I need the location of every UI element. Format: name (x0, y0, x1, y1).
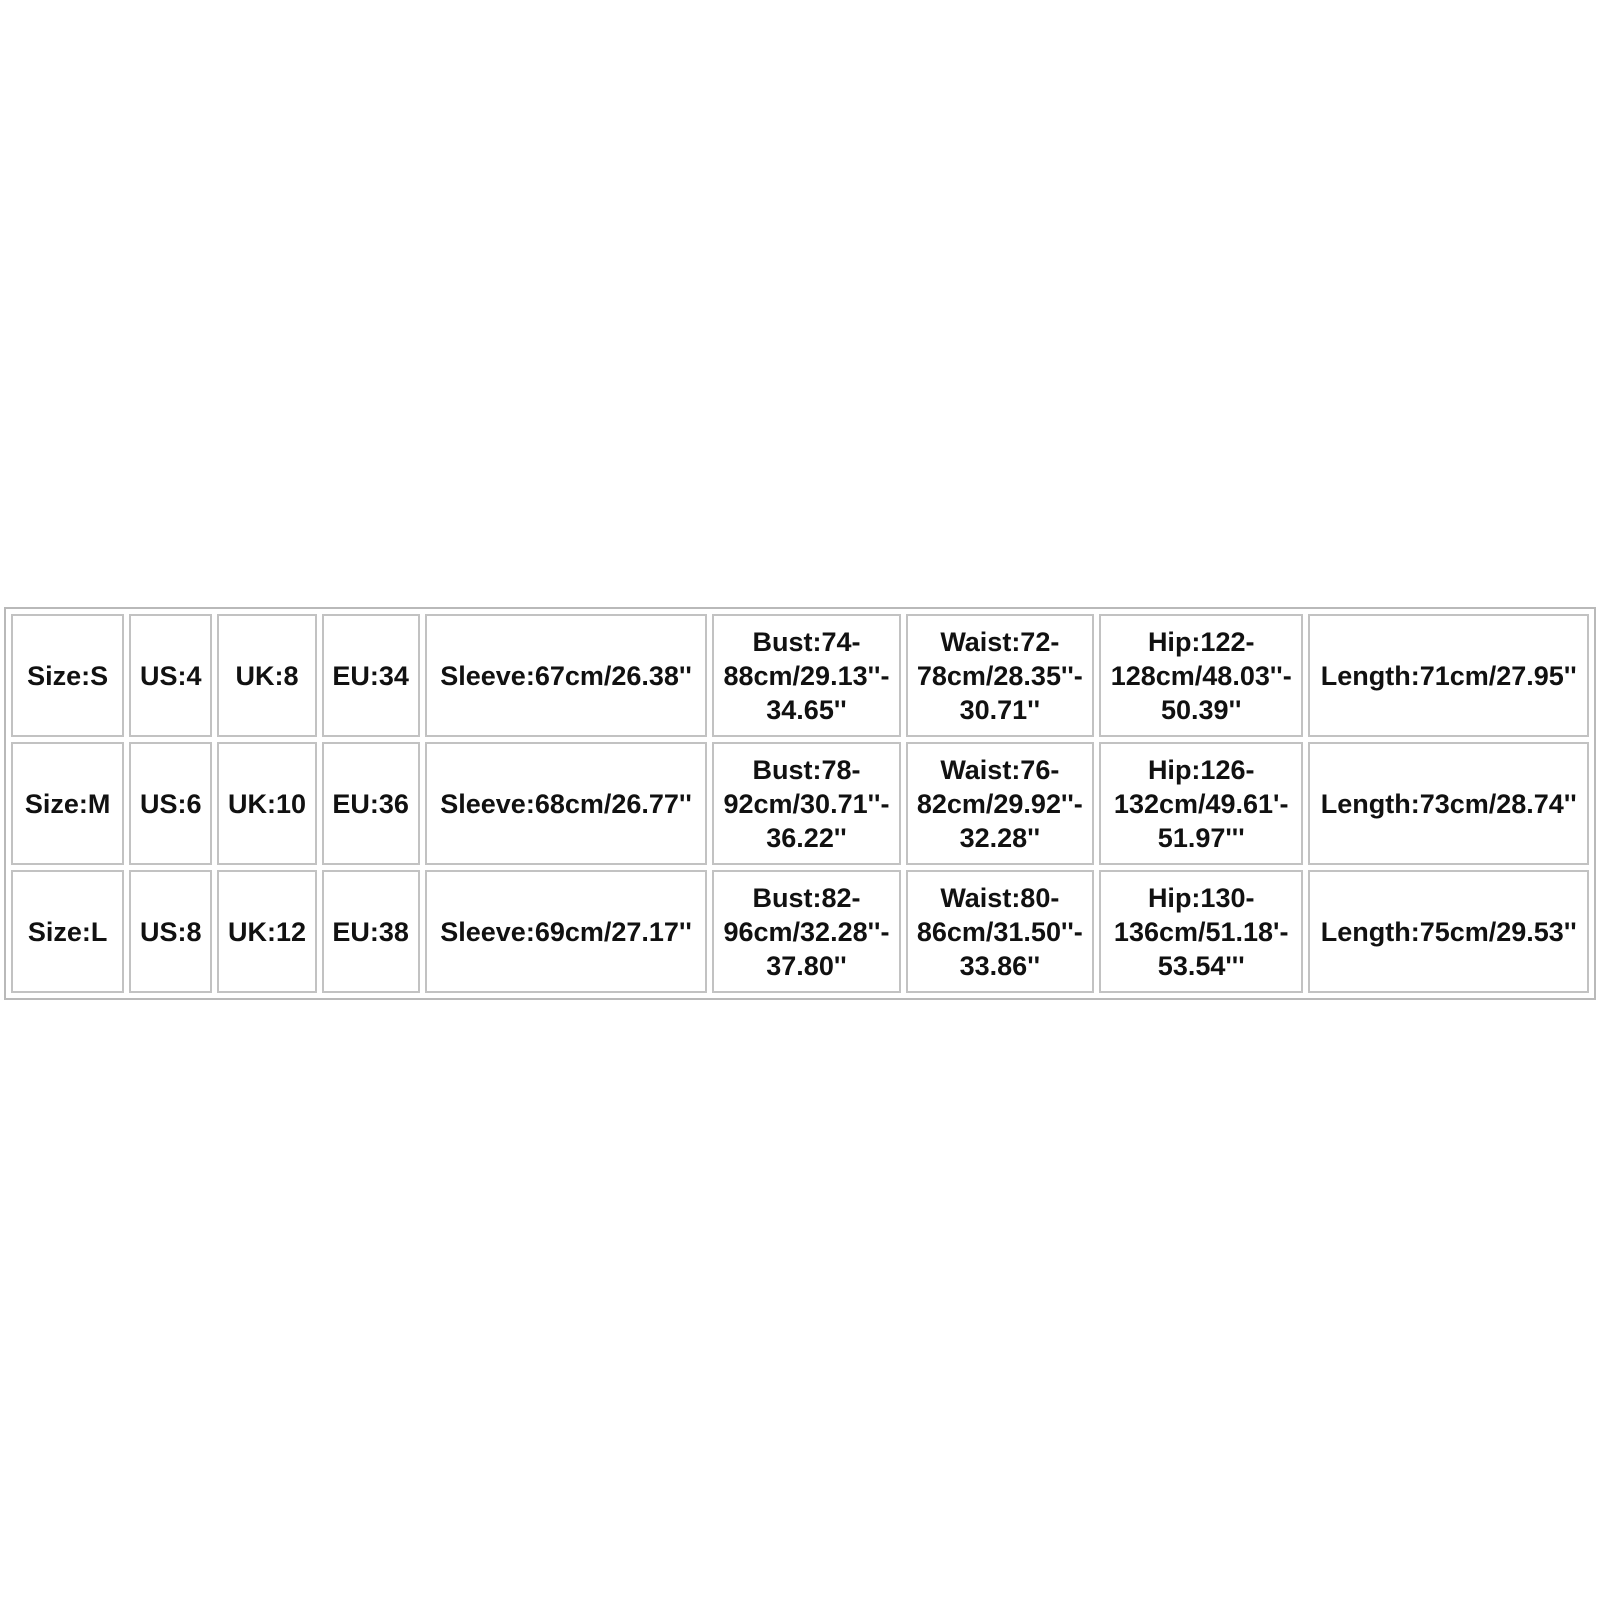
cell-size: Size:S (11, 614, 124, 737)
cell-length: Length:73cm/28.74'' (1308, 742, 1589, 865)
cell-uk: UK:10 (217, 742, 316, 865)
cell-waist: Waist:72- 78cm/28.35''- 30.71'' (906, 614, 1094, 737)
cell-us: US:8 (129, 870, 212, 993)
table-row-size-m (11, 742, 1589, 865)
cell-eu: EU:36 (322, 742, 420, 865)
cell-sleeve: Sleeve:69cm/27.17'' (425, 870, 708, 993)
cell-waist: Waist:80- 86cm/31.50''- 33.86'' (906, 870, 1094, 993)
cell-waist: Waist:76- 82cm/29.92''- 32.28'' (906, 742, 1094, 865)
table-row-size-l (11, 870, 1589, 993)
cell-size: Size:L (11, 870, 124, 993)
cell-bust: Bust:78- 92cm/30.71''- 36.22'' (712, 742, 900, 865)
cell-uk: UK:8 (217, 614, 316, 737)
cell-hip: Hip:130- 136cm/51.18'- 53.54''' (1099, 870, 1303, 993)
cell-hip: Hip:122- 128cm/48.03''- 50.39'' (1099, 614, 1303, 737)
cell-sleeve: Sleeve:68cm/26.77'' (425, 742, 708, 865)
size-chart-table (4, 607, 1596, 1000)
cell-us: US:6 (129, 742, 212, 865)
cell-length: Length:71cm/27.95'' (1308, 614, 1589, 737)
cell-sleeve: Sleeve:67cm/26.38'' (425, 614, 708, 737)
cell-eu: EU:34 (322, 614, 420, 737)
cell-us: US:4 (129, 614, 212, 737)
cell-eu: EU:38 (322, 870, 420, 993)
table-row-size-s (11, 614, 1589, 737)
cell-uk: UK:12 (217, 870, 316, 993)
cell-length: Length:75cm/29.53'' (1308, 870, 1589, 993)
cell-bust: Bust:82- 96cm/32.28''- 37.80'' (712, 870, 900, 993)
cell-bust: Bust:74- 88cm/29.13''- 34.65'' (712, 614, 900, 737)
cell-hip: Hip:126- 132cm/49.61'- 51.97''' (1099, 742, 1303, 865)
cell-size: Size:M (11, 742, 124, 865)
